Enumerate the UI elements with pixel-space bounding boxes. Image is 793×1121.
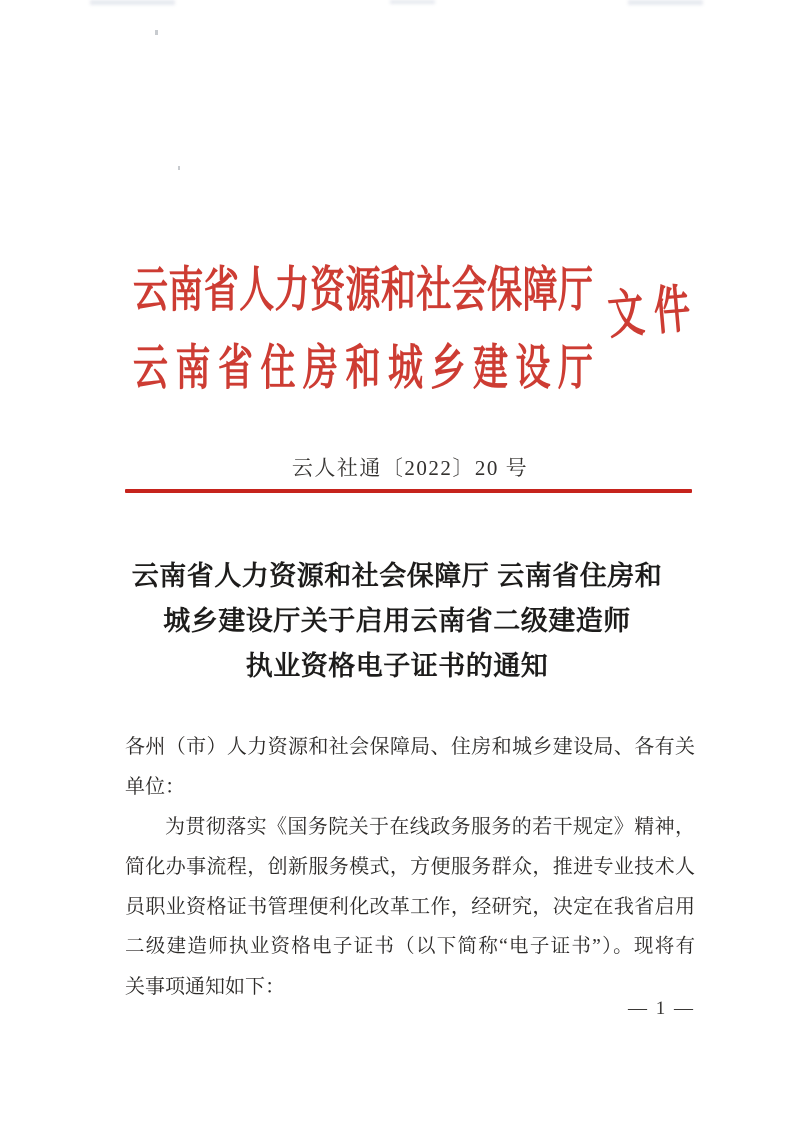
letterhead-document-word: 文件 bbox=[605, 279, 703, 345]
body-line: 单位： bbox=[125, 776, 185, 798]
document-body bbox=[125, 727, 695, 1007]
scan-dust-speck bbox=[178, 166, 180, 170]
scan-edge-artifact bbox=[390, 0, 435, 4]
letterhead-org-line-2: 云南省住房和城乡建设厅 bbox=[133, 341, 593, 396]
body-line: 简化办事流程，创新服务模式，方便服务群众，推进专业技术人 bbox=[125, 856, 695, 878]
scan-edge-artifact bbox=[90, 0, 175, 5]
body-line: 员职业资格证书管理便利化改革工作，经研究，决定在我省启用 bbox=[125, 896, 695, 918]
body-line: 二级建造师执业资格电子证书（以下简称“电子证书”）。现将有 bbox=[125, 936, 695, 957]
document-title-line-2: 城乡建设厅关于启用云南省二级建造师 bbox=[163, 606, 631, 636]
red-divider-rule bbox=[125, 489, 692, 493]
scan-dust-speck bbox=[155, 30, 158, 35]
body-line: 各州（市）人力资源和社会保障局、住房和城乡建设局、各有关 bbox=[125, 736, 695, 758]
page-number: — 1 — bbox=[628, 998, 695, 1019]
body-line: 为贯彻落实《国务院关于在线政务服务的若干规定》精神， bbox=[165, 816, 695, 838]
letterhead-org-line-1: 云南省人力资源和社会保障厅 bbox=[133, 263, 593, 318]
body-line: 关事项通知如下： bbox=[125, 976, 285, 998]
document-title-line-1: 云南省人力资源和社会保障厅 云南省住房和 bbox=[131, 561, 663, 591]
scan-edge-artifact bbox=[628, 0, 703, 5]
document-title-line-3: 执业资格电子证书的通知 bbox=[245, 651, 549, 681]
document-reference-number: 云人社通〔2022〕20 号 bbox=[291, 456, 529, 480]
document-title bbox=[105, 554, 689, 689]
